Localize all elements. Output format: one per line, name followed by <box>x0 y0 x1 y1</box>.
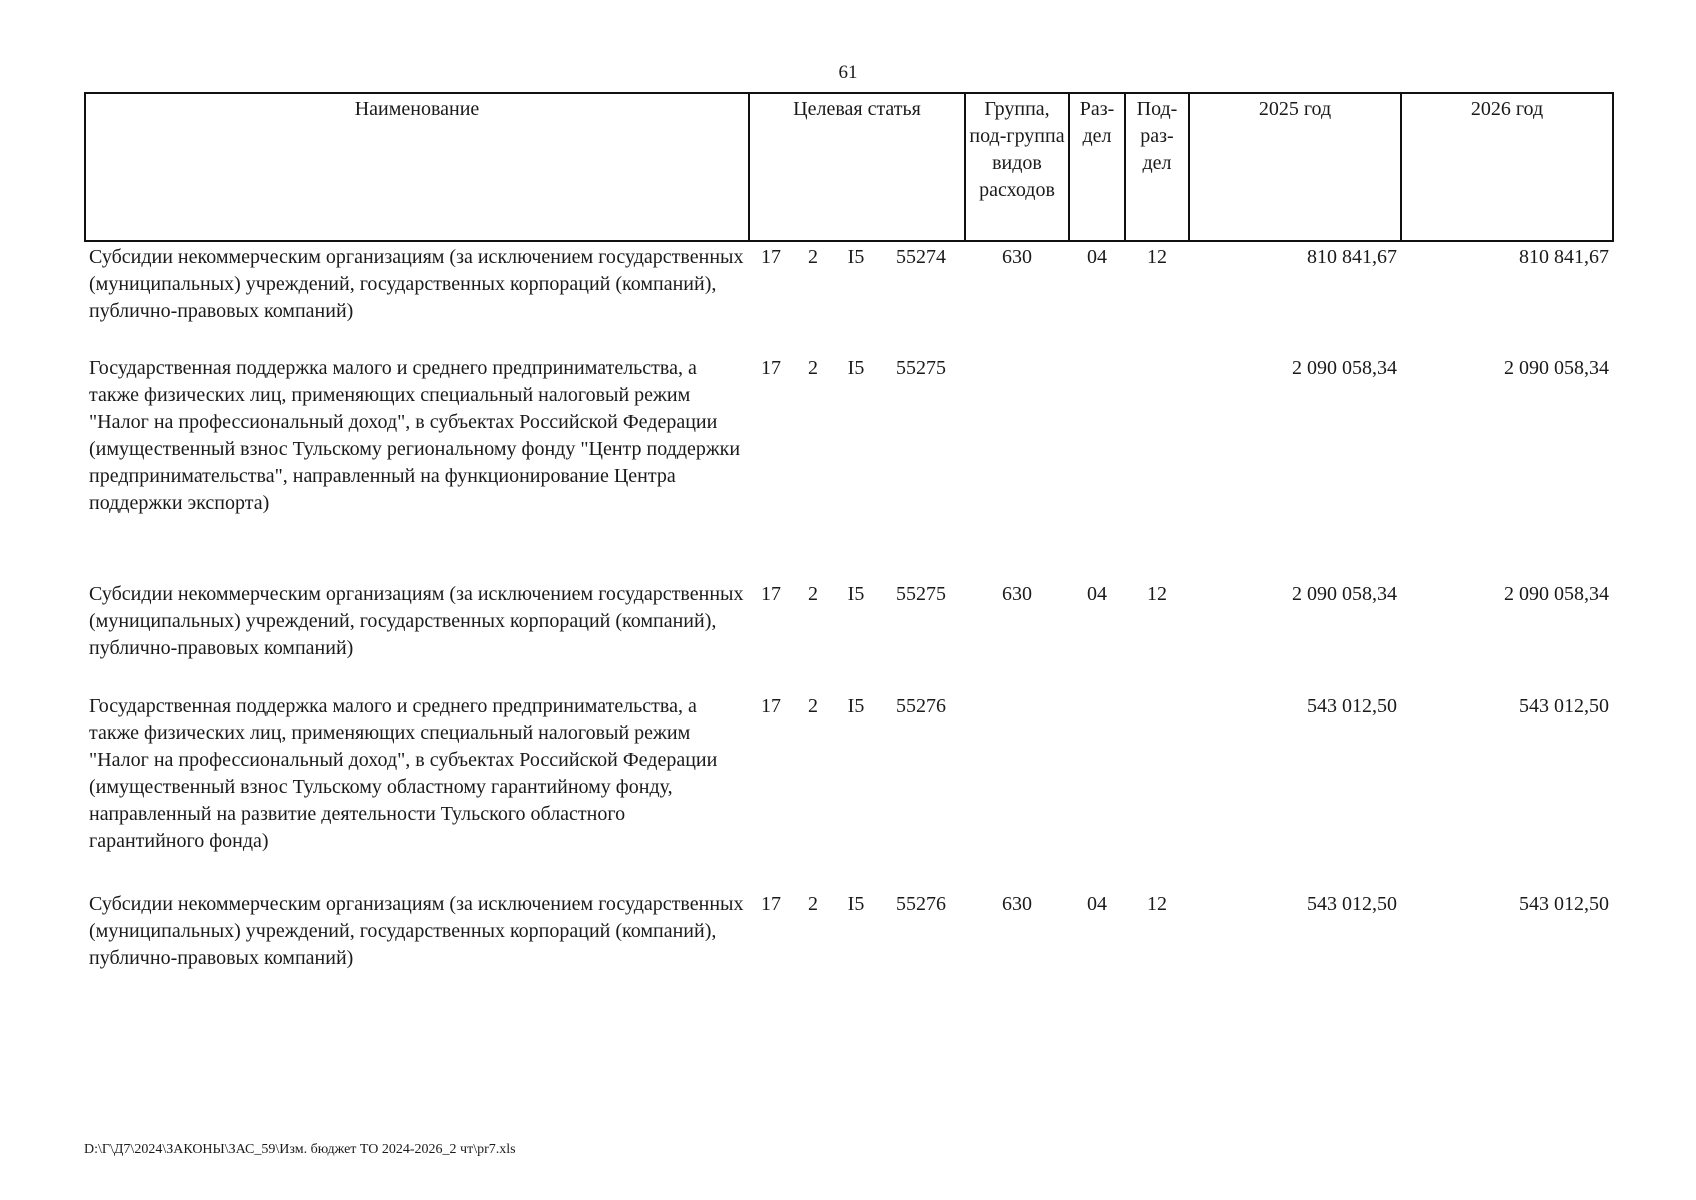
code-subprogram: 2 <box>808 583 818 605</box>
row-section <box>1069 353 1125 579</box>
code-program: 17 <box>761 893 781 915</box>
code-project: I5 <box>847 695 865 717</box>
row-target-article <box>749 241 965 353</box>
row-amount-2025: 543 012,50 <box>1307 893 1397 915</box>
row-expense-group <box>965 691 1069 889</box>
table-row <box>85 241 1613 353</box>
row-expense-group: 630 <box>1002 583 1032 605</box>
code-program: 17 <box>761 357 781 379</box>
table-row <box>85 353 1613 579</box>
code-project: I5 <box>847 583 865 605</box>
row-name: Государственная поддержка малого и среднего предпринимательства, а также физических лиц, применяющих специальный налоговый режим "Налог на профессиональный доход", в субъектах Российской Федерации (имущественный взнос Тульскому региональному фонду "Центр поддержки предпринимательства", направленный на функционирование Центра поддержки экспорта) <box>89 357 741 514</box>
row-amount-2026: 543 012,50 <box>1519 893 1609 915</box>
code-direction: 55276 <box>896 893 946 915</box>
row-section: 04 <box>1087 583 1107 605</box>
code-program: 17 <box>761 695 781 717</box>
row-name: Субсидии некоммерческим организациям (за исключением государственных (муниципальных) учреждений, государственных корпораций (компаний), публично-правовых компаний) <box>89 246 744 322</box>
header-year-2026: 2026 год <box>1401 93 1613 241</box>
row-amount-2026: 543 012,50 <box>1519 695 1609 717</box>
row-amount-2026: 2 090 058,34 <box>1504 583 1609 605</box>
page-number: 61 <box>838 62 858 83</box>
header-subsection: Под-раз-дел <box>1125 93 1189 241</box>
table-row <box>85 691 1613 889</box>
row-subsection <box>1125 353 1189 579</box>
code-subprogram: 2 <box>808 893 818 915</box>
code-subprogram: 2 <box>808 246 818 268</box>
row-subsection: 12 <box>1147 246 1167 268</box>
row-subsection: 12 <box>1147 893 1167 915</box>
row-name: Государственная поддержка малого и среднего предпринимательства, а также физических лиц, применяющих специальный налоговый режим "Налог на профессиональный доход", в субъектах Российской Федерации (имущественный взнос Тульскому областному гарантийному фонду, направленный на развитие деятельности Тульского областного гарантийного фонда) <box>89 695 718 852</box>
code-direction: 55274 <box>896 246 946 268</box>
budget-table <box>84 92 1614 989</box>
table-header-row <box>85 93 1613 241</box>
header-target-article: Целевая статья <box>749 93 965 241</box>
row-amount-2025: 810 841,67 <box>1307 246 1397 268</box>
header-expense-group: Группа, под-группа видов расходов <box>965 93 1069 241</box>
row-expense-group: 630 <box>1002 246 1032 268</box>
code-direction: 55276 <box>896 695 946 717</box>
header-section: Раз-дел <box>1069 93 1125 241</box>
code-project: I5 <box>847 357 865 379</box>
code-subprogram: 2 <box>808 357 818 379</box>
row-section <box>1069 691 1125 889</box>
row-target-article <box>749 691 965 889</box>
row-name: Субсидии некоммерческим организациям (за исключением государственных (муниципальных) учреждений, государственных корпораций (компаний), публично-правовых компаний) <box>89 893 744 969</box>
row-subsection <box>1125 691 1189 889</box>
header-name: Наименование <box>85 93 749 241</box>
row-amount-2025: 2 090 058,34 <box>1292 583 1397 605</box>
row-amount-2026: 2 090 058,34 <box>1504 357 1609 379</box>
row-section: 04 <box>1087 893 1107 915</box>
code-project: I5 <box>847 246 865 268</box>
table-row <box>85 579 1613 691</box>
code-program: 17 <box>761 246 781 268</box>
row-section: 04 <box>1087 246 1107 268</box>
table-row <box>85 889 1613 989</box>
row-expense-group: 630 <box>1002 893 1032 915</box>
code-project: I5 <box>847 893 865 915</box>
row-amount-2026: 810 841,67 <box>1519 246 1609 268</box>
row-subsection: 12 <box>1147 583 1167 605</box>
row-target-article <box>749 889 965 989</box>
footer-file-path: D:\Г\Д7\2024\ЗАКОНЫ\ЗАС_59\Изм. бюджет ТО 2024-2026_2 чт\pr7.xls <box>84 1142 516 1157</box>
row-amount-2025: 2 090 058,34 <box>1292 357 1397 379</box>
row-expense-group <box>965 353 1069 579</box>
code-direction: 55275 <box>896 583 946 605</box>
row-target-article <box>749 353 965 579</box>
code-program: 17 <box>761 583 781 605</box>
header-year-2025: 2025 год <box>1189 93 1401 241</box>
code-subprogram: 2 <box>808 695 818 717</box>
row-name: Субсидии некоммерческим организациям (за исключением государственных (муниципальных) учреждений, государственных корпораций (компаний), публично-правовых компаний) <box>89 583 744 659</box>
code-direction: 55275 <box>896 357 946 379</box>
row-target-article <box>749 579 965 691</box>
row-amount-2025: 543 012,50 <box>1307 695 1397 717</box>
